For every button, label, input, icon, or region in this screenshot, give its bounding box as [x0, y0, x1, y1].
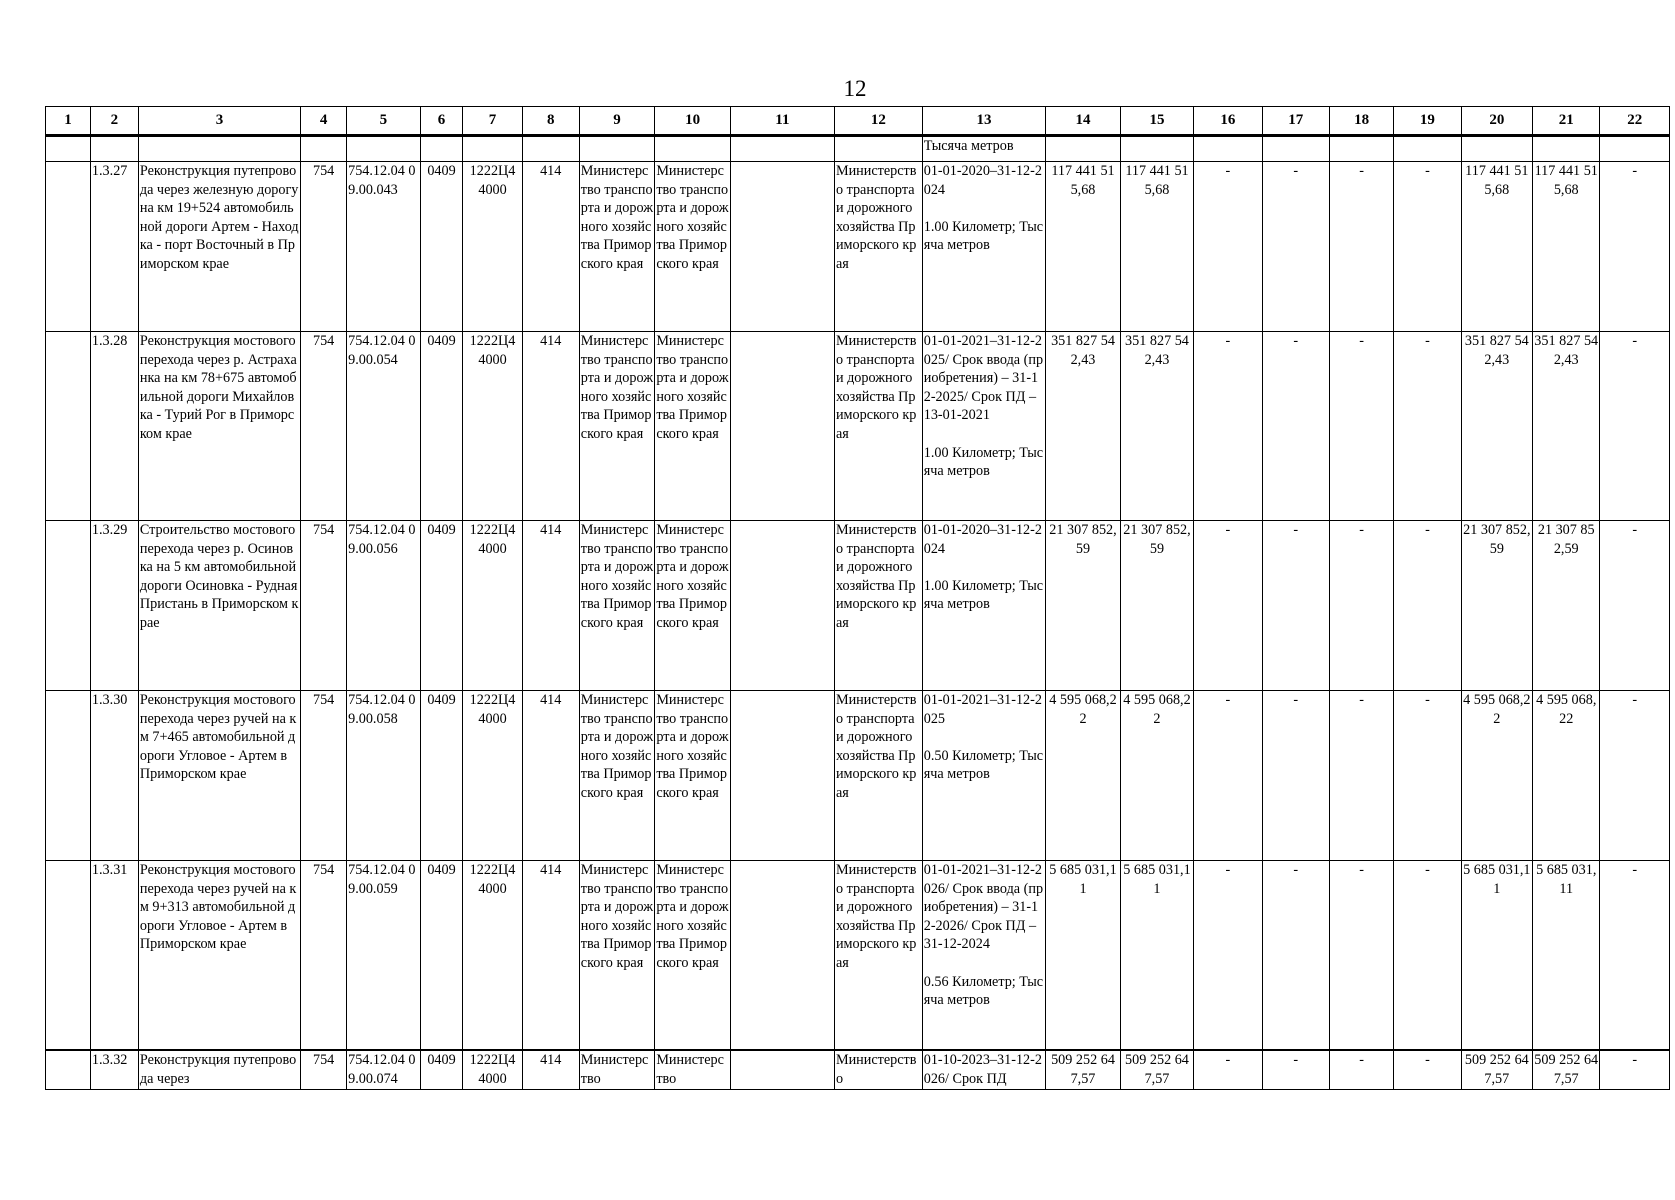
- cell-ministry: Министерство транспорта и дорожного хозяйства Приморского края: [655, 332, 731, 521]
- cell-period: 01-01-2021–31-12-2026/ Срок ввода (приобретения) – 31-12-2026/ Срок ПД – 31-12-2024 0.56 Километр; Тысяча метров: [922, 861, 1046, 1051]
- cell-period: 01-10-2023–31-12-2026/ Срок ПД: [922, 1050, 1046, 1090]
- cell-amount: 21 307 852,59: [1461, 521, 1532, 691]
- col-header: 21: [1533, 107, 1600, 136]
- cell-amount: 509 252 647,57: [1120, 1050, 1193, 1090]
- cell-dash: -: [1194, 162, 1262, 332]
- col-header: 13: [922, 107, 1046, 136]
- cell-ministry: Министерство транспорта и дорожного хозяйства Приморского края: [834, 162, 922, 332]
- cell-dash: -: [1194, 521, 1262, 691]
- cell-dash: -: [1194, 1050, 1262, 1090]
- cell-dash: -: [1394, 1050, 1461, 1090]
- cell-grbs: 754: [301, 332, 347, 521]
- cell-amount: 21 307 852,59: [1120, 521, 1193, 691]
- cell-section: 0409: [420, 521, 463, 691]
- cell-dash: -: [1329, 861, 1393, 1051]
- cell-kbk: 754.12.04 09.00.054: [347, 332, 420, 521]
- cell-expense-type: 414: [522, 332, 579, 521]
- table-row: [46, 1050, 1670, 1090]
- cell-grbs: 754: [301, 1050, 347, 1090]
- cell-dash: -: [1194, 861, 1262, 1051]
- col-header: 10: [655, 107, 731, 136]
- table-row: [46, 861, 1670, 1051]
- cell-amount: 509 252 647,57: [1461, 1050, 1532, 1090]
- cell-amount: 4 595 068,22: [1533, 691, 1600, 861]
- cell-dash: -: [1329, 1050, 1393, 1090]
- col-header: 8: [522, 107, 579, 136]
- cell-grbs: 754: [301, 691, 347, 861]
- cell-amount: 351 827 542,43: [1533, 332, 1600, 521]
- col-header: 4: [301, 107, 347, 136]
- cell-section: 0409: [420, 162, 463, 332]
- cell-dash: -: [1194, 332, 1262, 521]
- cell-ministry: Министерство транспорта и дорожного хозяйства Приморского края: [834, 332, 922, 521]
- cell-target: 1222Ц4 4000: [463, 521, 522, 691]
- cell-amount: 5 685 031,11: [1120, 861, 1193, 1051]
- cell-ministry: Министерство транспорта и дорожного хозяйства Приморского края: [579, 521, 655, 691]
- cell-period: 01-01-2020–31-12-2024 1.00 Километр; Тысяча метров: [922, 521, 1046, 691]
- cell-dash: -: [1600, 1050, 1670, 1090]
- cell-ministry: Министерство транспорта и дорожного хозяйства Приморского края: [655, 521, 731, 691]
- cell-grbs: 754: [301, 162, 347, 332]
- cell-dash: -: [1262, 521, 1329, 691]
- cell-ministry: Министерство: [834, 1050, 922, 1090]
- cell-section: 0409: [420, 332, 463, 521]
- cell-amount: 4 595 068,22: [1120, 691, 1193, 861]
- table-row: [46, 332, 1670, 521]
- register-table: [45, 106, 1670, 1090]
- cell-amount: 117 441 515,68: [1120, 162, 1193, 332]
- cell-dash: -: [1600, 162, 1670, 332]
- cell-ministry: Министерство транспорта и дорожного хозяйства Приморского края: [579, 861, 655, 1051]
- cell-code: 1.3.27: [90, 162, 138, 332]
- cell-amount: 509 252 647,57: [1533, 1050, 1600, 1090]
- cell-ministry: Министерство: [579, 1050, 655, 1090]
- cell-period: 01-01-2020–31-12-2024 1.00 Километр; Тысяча метров: [922, 162, 1046, 332]
- cell-expense-type: 414: [522, 162, 579, 332]
- cell-dash: -: [1329, 691, 1393, 861]
- page-number: 12: [843, 76, 867, 101]
- col-header: 20: [1461, 107, 1532, 136]
- col-header: 14: [1046, 107, 1121, 136]
- cell-ministry: Министерство транспорта и дорожного хозяйства Приморского края: [579, 332, 655, 521]
- cell-amount: 351 827 542,43: [1046, 332, 1121, 521]
- cell-dash: -: [1394, 332, 1461, 521]
- col-header: 17: [1262, 107, 1329, 136]
- col-header: 5: [347, 107, 420, 136]
- cell-dash: -: [1262, 162, 1329, 332]
- cell-dash: -: [1394, 521, 1461, 691]
- col-header: 2: [90, 107, 138, 136]
- table-row: [46, 521, 1670, 691]
- cell-ministry: Министерство транспорта и дорожного хозяйства Приморского края: [579, 691, 655, 861]
- cell-dash: -: [1600, 691, 1670, 861]
- table-row: [46, 162, 1670, 332]
- cell-dash: -: [1600, 332, 1670, 521]
- cell-dash: -: [1329, 521, 1393, 691]
- col-header: 6: [420, 107, 463, 136]
- cell-target: 1222Ц4 4000: [463, 1050, 522, 1090]
- col-header: 12: [834, 107, 922, 136]
- col-header: 1: [46, 107, 91, 136]
- cell-target: 1222Ц4 4000: [463, 861, 522, 1051]
- cell-amount: 117 441 515,68: [1046, 162, 1121, 332]
- cell-period-continued: Тысяча метров: [922, 136, 1046, 162]
- cell-kbk: 754.12.04 09.00.058: [347, 691, 420, 861]
- col-header: 22: [1600, 107, 1670, 136]
- cell-ministry: Министерство транспорта и дорожного хозяйства Приморского края: [579, 162, 655, 332]
- cell-ministry: Министерство: [655, 1050, 731, 1090]
- cell-amount: 351 827 542,43: [1461, 332, 1532, 521]
- cell-section: 0409: [420, 691, 463, 861]
- cell-expense-type: 414: [522, 861, 579, 1051]
- continuation-row: [46, 136, 1670, 162]
- cell-object-name: Реконструкция мостового перехода через ручей на км 9+313 автомобильной дороги Угловое - Артем в Приморском крае: [138, 861, 300, 1051]
- cell-amount: 21 307 852,59: [1046, 521, 1121, 691]
- cell-code: 1.3.31: [90, 861, 138, 1051]
- cell-expense-type: 414: [522, 691, 579, 861]
- cell-target: 1222Ц4 4000: [463, 332, 522, 521]
- cell-code: 1.3.30: [90, 691, 138, 861]
- col-header: 3: [138, 107, 300, 136]
- cell-grbs: 754: [301, 521, 347, 691]
- cell-ministry: Министерство транспорта и дорожного хозяйства Приморского края: [834, 521, 922, 691]
- col-header: 15: [1120, 107, 1193, 136]
- cell-dash: -: [1262, 861, 1329, 1051]
- cell-dash: -: [1394, 861, 1461, 1051]
- cell-kbk: 754.12.04 09.00.074: [347, 1050, 420, 1090]
- cell-section: 0409: [420, 1050, 463, 1090]
- cell-kbk: 754.12.04 09.00.043: [347, 162, 420, 332]
- cell-kbk: 754.12.04 09.00.056: [347, 521, 420, 691]
- cell-period: 01-01-2021–31-12-2025 0.50 Километр; Тысяча метров: [922, 691, 1046, 861]
- cell-ministry: Министерство транспорта и дорожного хозяйства Приморского края: [655, 162, 731, 332]
- cell-object-name: Реконструкция путепровода через железную дорогу на км 19+524 автомобильной дороги Артем - Находка - порт Восточный в Приморском крае: [138, 162, 300, 332]
- col-header: 18: [1329, 107, 1393, 136]
- cell-amount: 509 252 647,57: [1046, 1050, 1121, 1090]
- cell-object-name: Реконструкция путепровода через: [138, 1050, 300, 1090]
- cell-dash: -: [1262, 332, 1329, 521]
- cell-dash: -: [1329, 332, 1393, 521]
- cell-period: 01-01-2021–31-12-2025/ Срок ввода (приобретения) – 31-12-2025/ Срок ПД – 13-01-2021 1.00 Километр; Тысяча метров: [922, 332, 1046, 521]
- cell-expense-type: 414: [522, 521, 579, 691]
- cell-amount: 117 441 515,68: [1533, 162, 1600, 332]
- cell-object-name: Реконструкция мостового перехода через р. Астраханка на км 78+675 автомобильной дороги Михайловка - Турий Рог в Приморском крае: [138, 332, 300, 521]
- cell-dash: -: [1394, 162, 1461, 332]
- cell-ministry: Министерство транспорта и дорожного хозяйства Приморского края: [655, 861, 731, 1051]
- cell-code: 1.3.29: [90, 521, 138, 691]
- cell-amount: 5 685 031,11: [1046, 861, 1121, 1051]
- cell-ministry: Министерство транспорта и дорожного хозяйства Приморского края: [655, 691, 731, 861]
- cell-target: 1222Ц4 4000: [463, 162, 522, 332]
- cell-dash: -: [1394, 691, 1461, 861]
- cell-section: 0409: [420, 861, 463, 1051]
- col-header: 7: [463, 107, 522, 136]
- cell-target: 1222Ц4 4000: [463, 691, 522, 861]
- cell-expense-type: 414: [522, 1050, 579, 1090]
- cell-dash: -: [1600, 521, 1670, 691]
- header-row: [46, 107, 1670, 136]
- cell-object-name: Реконструкция мостового перехода через ручей на км 7+465 автомобильной дороги Угловое - Артем в Приморском крае: [138, 691, 300, 861]
- cell-ministry: Министерство транспорта и дорожного хозяйства Приморского края: [834, 861, 922, 1051]
- cell-amount: 5 685 031,11: [1461, 861, 1532, 1051]
- table-row: [46, 691, 1670, 861]
- cell-amount: 4 595 068,22: [1461, 691, 1532, 861]
- cell-amount: 4 595 068,22: [1046, 691, 1121, 861]
- cell-grbs: 754: [301, 861, 347, 1051]
- cell-amount: 117 441 515,68: [1461, 162, 1532, 332]
- cell-kbk: 754.12.04 09.00.059: [347, 861, 420, 1051]
- col-header: 9: [579, 107, 655, 136]
- cell-code: 1.3.28: [90, 332, 138, 521]
- cell-ministry: Министерство транспорта и дорожного хозяйства Приморского края: [834, 691, 922, 861]
- cell-dash: -: [1194, 691, 1262, 861]
- cell-object-name: Строительство мостового перехода через р. Осиновка на 5 км автомобильной дороги Осиновка - Рудная Пристань в Приморском крае: [138, 521, 300, 691]
- cell-amount: 5 685 031,11: [1533, 861, 1600, 1051]
- col-header: 16: [1194, 107, 1262, 136]
- cell-dash: -: [1262, 1050, 1329, 1090]
- cell-dash: -: [1262, 691, 1329, 861]
- cell-code: 1.3.32: [90, 1050, 138, 1090]
- cell-dash: -: [1600, 861, 1670, 1051]
- col-header: 19: [1394, 107, 1461, 136]
- col-header: 11: [730, 107, 834, 136]
- cell-amount: 21 307 852,59: [1533, 521, 1600, 691]
- cell-amount: 351 827 542,43: [1120, 332, 1193, 521]
- cell-dash: -: [1329, 162, 1393, 332]
